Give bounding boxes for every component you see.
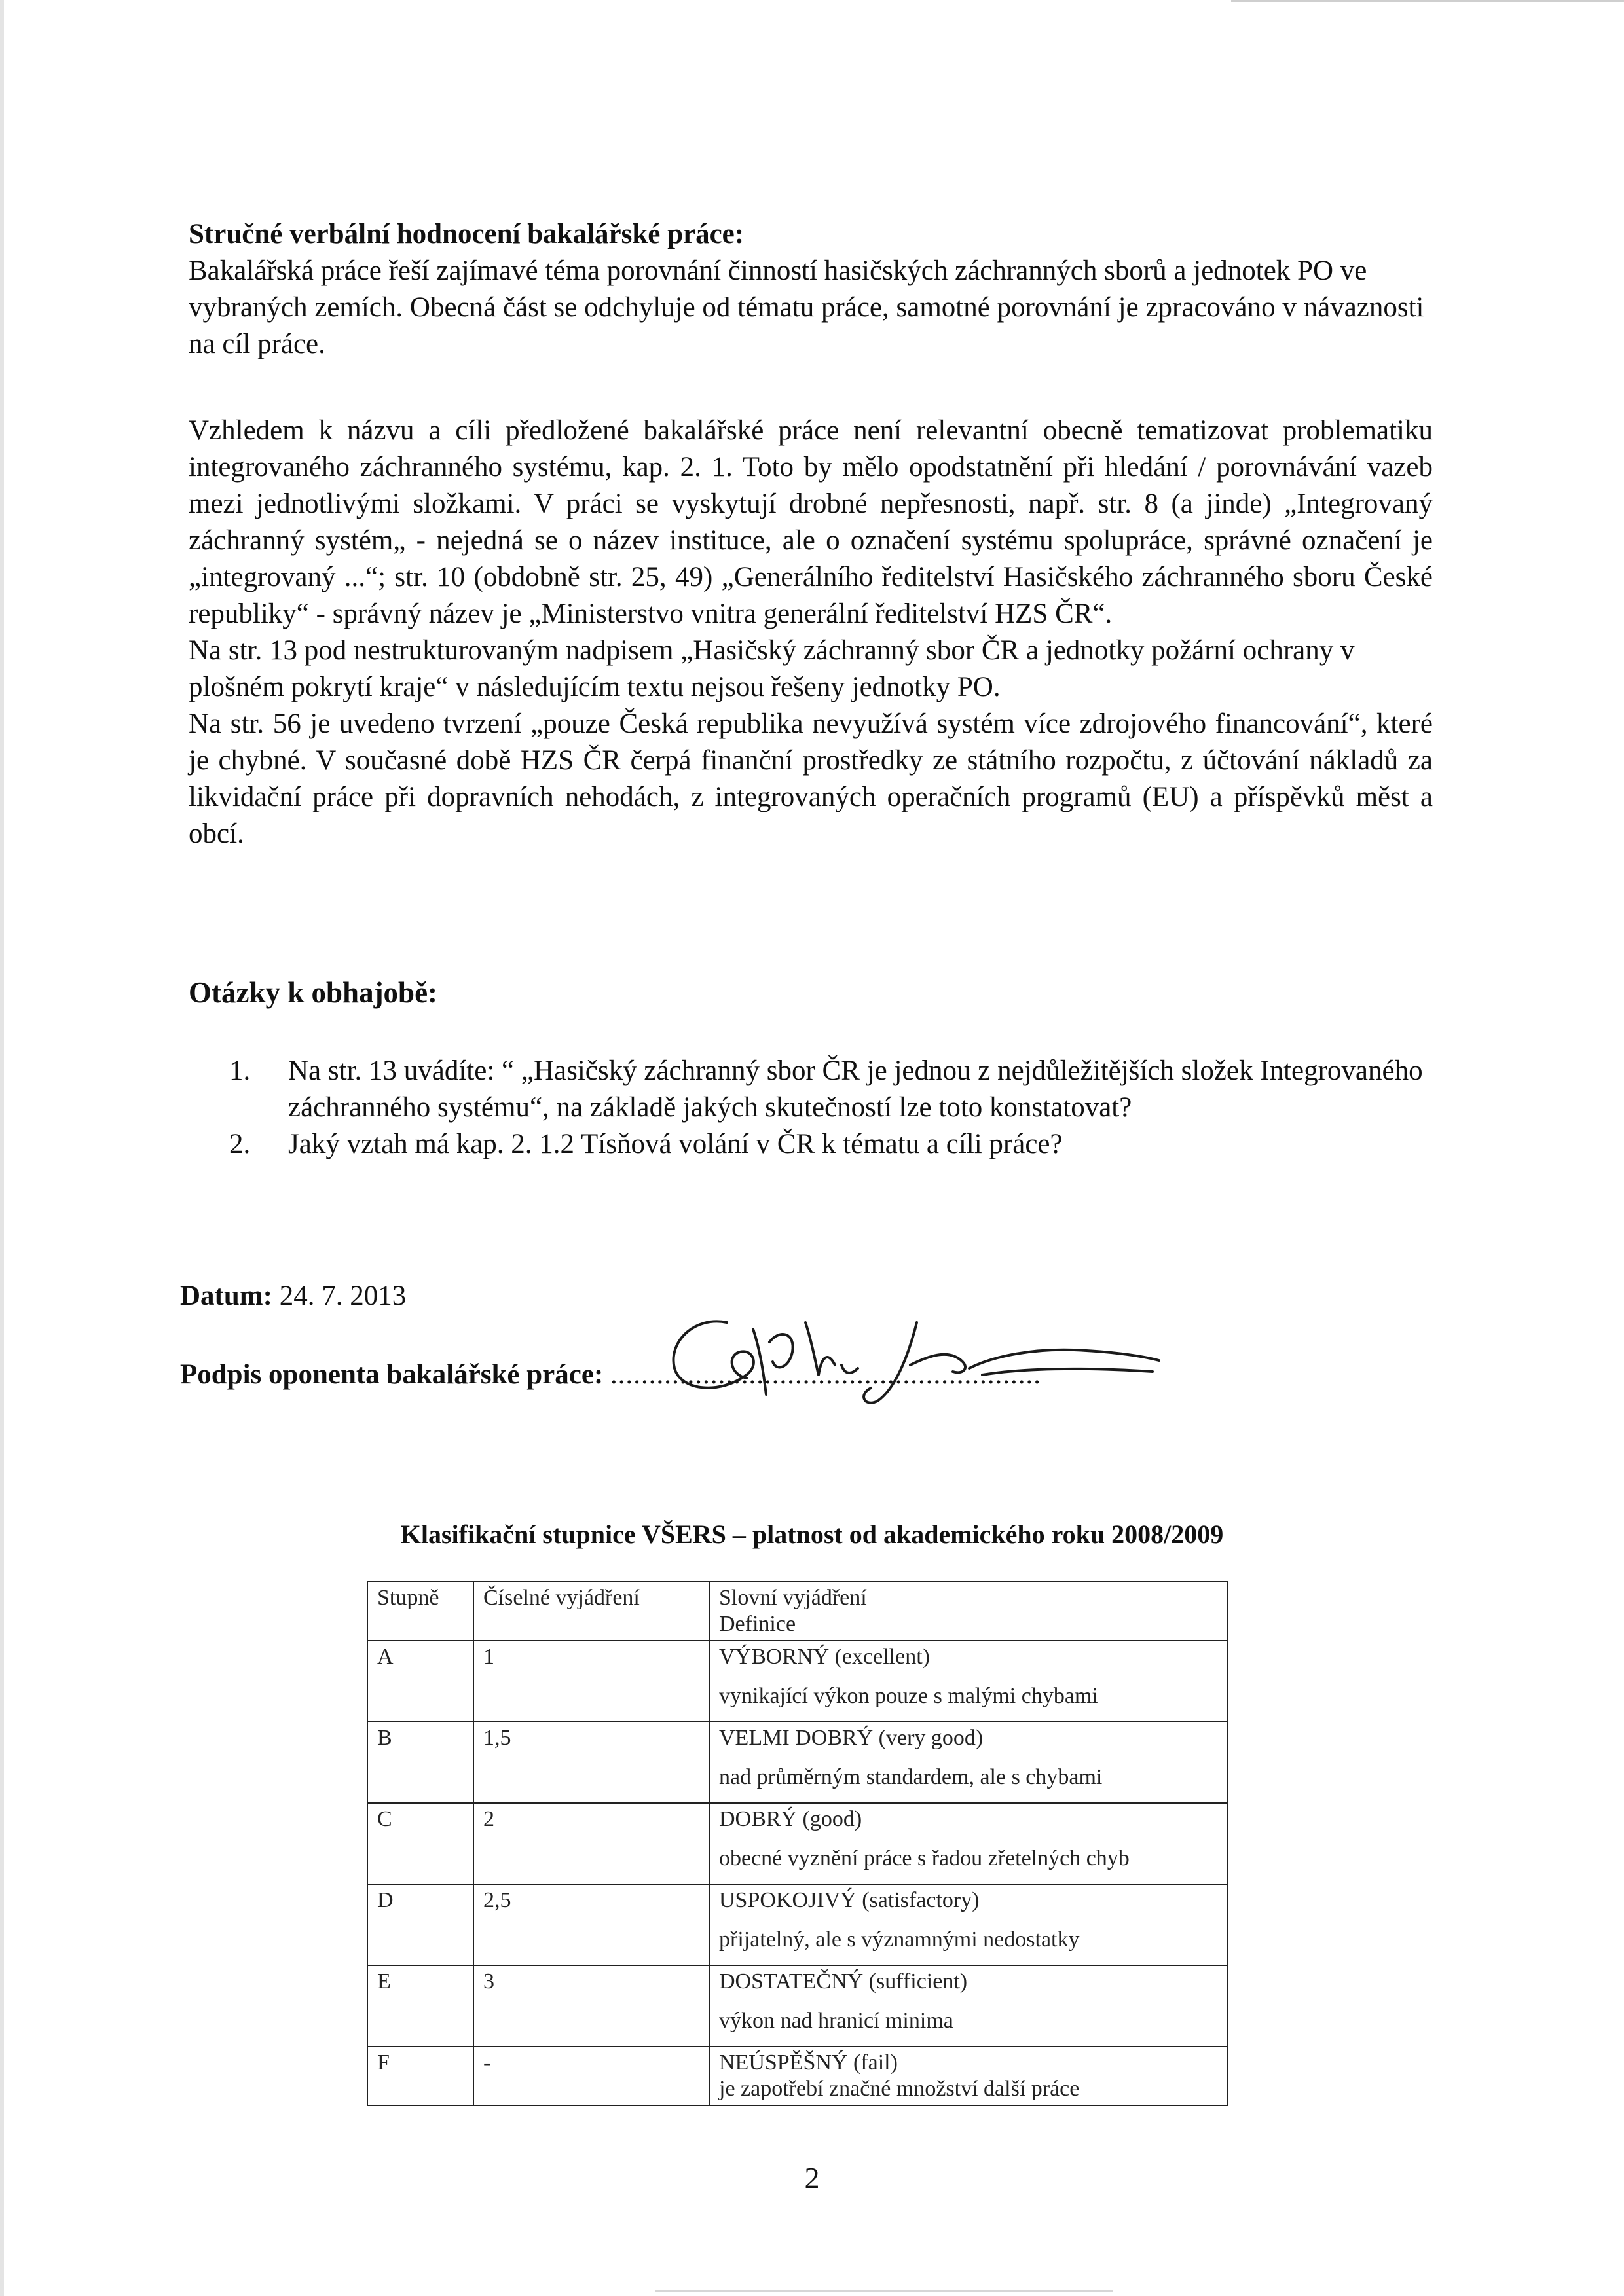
- grade-definition: nad průměrným standardem, ale s chybami: [719, 1765, 1103, 1789]
- grade-word: USPOKOJIVÝ (satisfactory): [719, 1888, 980, 1912]
- scan-edge: [655, 2290, 1113, 2292]
- question-number: 1.: [229, 1055, 251, 1086]
- numeric-cell: -: [473, 2047, 709, 2105]
- question-item: [229, 1053, 1441, 1126]
- grade-definition: je zapotřebí značné množství další práce: [719, 2077, 1080, 2101]
- summary-text: Bakalářská práce řeší zajímavé téma porovnání činností hasičských záchranných sborů a jednotek PO ve vybraných zemích. Obecná část se odchyluje od tématu práce, samotné porovnání je zpracováno v návaznosti na cíl práce.: [189, 255, 1424, 359]
- table-header-row: [367, 1582, 1228, 1641]
- table-row: [367, 1641, 1228, 1722]
- date-label: Datum:: [180, 1281, 272, 1311]
- detail-paragraph-1: Vzhledem k názvu a cíli předložené bakalářské práce není relevantní obecně tematizovat problematiku integrovaného záchranného systému, kap. 2. 1. Toto by mělo opodstatnění při hledání / porovnávání vazeb mezi jednotlivými složkami. V práci se vyskytují drobné nepřesnosti, např. str. 8 (a jinde) „Integrovaný záchranný systém„ - nejedná se o název instituce, ale o označení systému spolupráce, správné označení je „integrovaný ...“; str. 10 (obdobně str. 25, 49) „Generálního ředitelství Hasičského záchranného sboru České republiky“ - správný název je „Ministerstvo vnitra generální ředitelství HZS ČR“.: [189, 415, 1433, 629]
- grade-definition: vynikající výkon pouze s malými chybami: [719, 1684, 1098, 1708]
- scan-edge: [0, 0, 4, 2296]
- questions-heading: Otázky k obhajobě:: [189, 976, 438, 1009]
- numeric-cell: 2: [473, 1803, 709, 1884]
- table-row: [367, 1803, 1228, 1884]
- grade-word: VELMI DOBRÝ (very good): [719, 1726, 984, 1750]
- table-row: [367, 1965, 1228, 2047]
- verbal-cell: [709, 1965, 1228, 2047]
- signature-label: Podpis oponenta bakalářské práce:: [180, 1359, 604, 1390]
- question-text: Na str. 13 uvádíte: “ „Hasičský záchranný sbor ČR je jednou z nejdůležitějších složek Integrovaného záchranného systému“, na základě jakých skutečností lze toto konstatovat?: [288, 1055, 1423, 1123]
- verbal-cell: [709, 1641, 1228, 1722]
- verbal-cell: [709, 1722, 1228, 1803]
- question-text: Jaký vztah má kap. 2. 1.2 Tísňová volání v ČR k tématu a cíli práce?: [288, 1129, 1063, 1159]
- grade-word: VÝBORNÝ (excellent): [719, 1645, 930, 1669]
- grade-cell: C: [367, 1803, 473, 1884]
- numeric-cell: 3: [473, 1965, 709, 2047]
- date-value: 24. 7. 2013: [279, 1281, 407, 1311]
- table-row: [367, 1722, 1228, 1803]
- grade-word: NEÚSPĚŠNÝ (fail): [719, 2050, 898, 2075]
- table-row: [367, 1884, 1228, 1965]
- grading-scale-table: [367, 1581, 1228, 2106]
- questions-list: [229, 1053, 1441, 1163]
- grade-cell: A: [367, 1641, 473, 1722]
- numeric-cell: 1,5: [473, 1722, 709, 1803]
- column-header-verbal: [709, 1582, 1228, 1641]
- numeric-cell: 2,5: [473, 1884, 709, 1965]
- numeric-cell: 1: [473, 1641, 709, 1722]
- column-header-numeric: Číselné vyjádření: [473, 1582, 709, 1641]
- question-number: 2.: [229, 1129, 251, 1159]
- signature-dots: ........................................................: [610, 1359, 1042, 1390]
- grade-definition: výkon nad hranicí minima: [719, 2009, 953, 2033]
- summary-section: [189, 216, 1433, 363]
- handwritten-signature: [655, 1303, 1166, 1414]
- detail-paragraph-3: Na str. 56 je uvedeno tvrzení „pouze Česká republika nevyužívá systém více zdrojového financování“, které je chybné. V současné době HZS ČR čerpá finanční prostředky ze státního rozpočtu, z účtování nákladů za likvidační práce při dopravních nehodách, z integrovaných operačních programů (EU) a příspěvků měst a obcí.: [189, 708, 1433, 849]
- grade-cell: F: [367, 2047, 473, 2105]
- grade-cell: B: [367, 1722, 473, 1803]
- scale-title: Klasifikační stupnice VŠERS – platnost od akademického roku 2008/2009: [400, 1520, 1224, 1549]
- column-header-grade: Stupně: [367, 1582, 473, 1641]
- grade-definition: přijatelný, ale s významnými nedostatky: [719, 1927, 1080, 1952]
- detail-section: [189, 412, 1433, 852]
- scan-edge: [1231, 0, 1624, 2]
- verbal-cell: [709, 1884, 1228, 1965]
- page-number: 2: [804, 2161, 820, 2195]
- verbal-cell: [709, 1803, 1228, 1884]
- table-row: [367, 2047, 1228, 2105]
- grade-definition: obecné vyznění práce s řadou zřetelných chyb: [719, 1846, 1130, 1870]
- summary-heading: Stručné verbální hodnocení bakalářské práce:: [189, 219, 745, 249]
- detail-paragraph-2: Na str. 13 pod nestrukturovaným nadpisem „Hasičský záchranný sbor ČR a jednotky požární ochrany v plošném pokrytí kraje“ v následujícím textu nejsou řešeny jednotky PO.: [189, 635, 1355, 702]
- header-definition-label: Definice: [719, 1612, 796, 1636]
- header-verbal-label: Slovní vyjádření: [719, 1586, 867, 1610]
- question-item: [229, 1126, 1441, 1163]
- date-line: [180, 1280, 406, 1312]
- grade-word: DOSTATEČNÝ (sufficient): [719, 1969, 968, 1994]
- grade-cell: E: [367, 1965, 473, 2047]
- grade-word: DOBRÝ (good): [719, 1807, 862, 1831]
- verbal-cell: [709, 2047, 1228, 2105]
- grade-cell: D: [367, 1884, 473, 1965]
